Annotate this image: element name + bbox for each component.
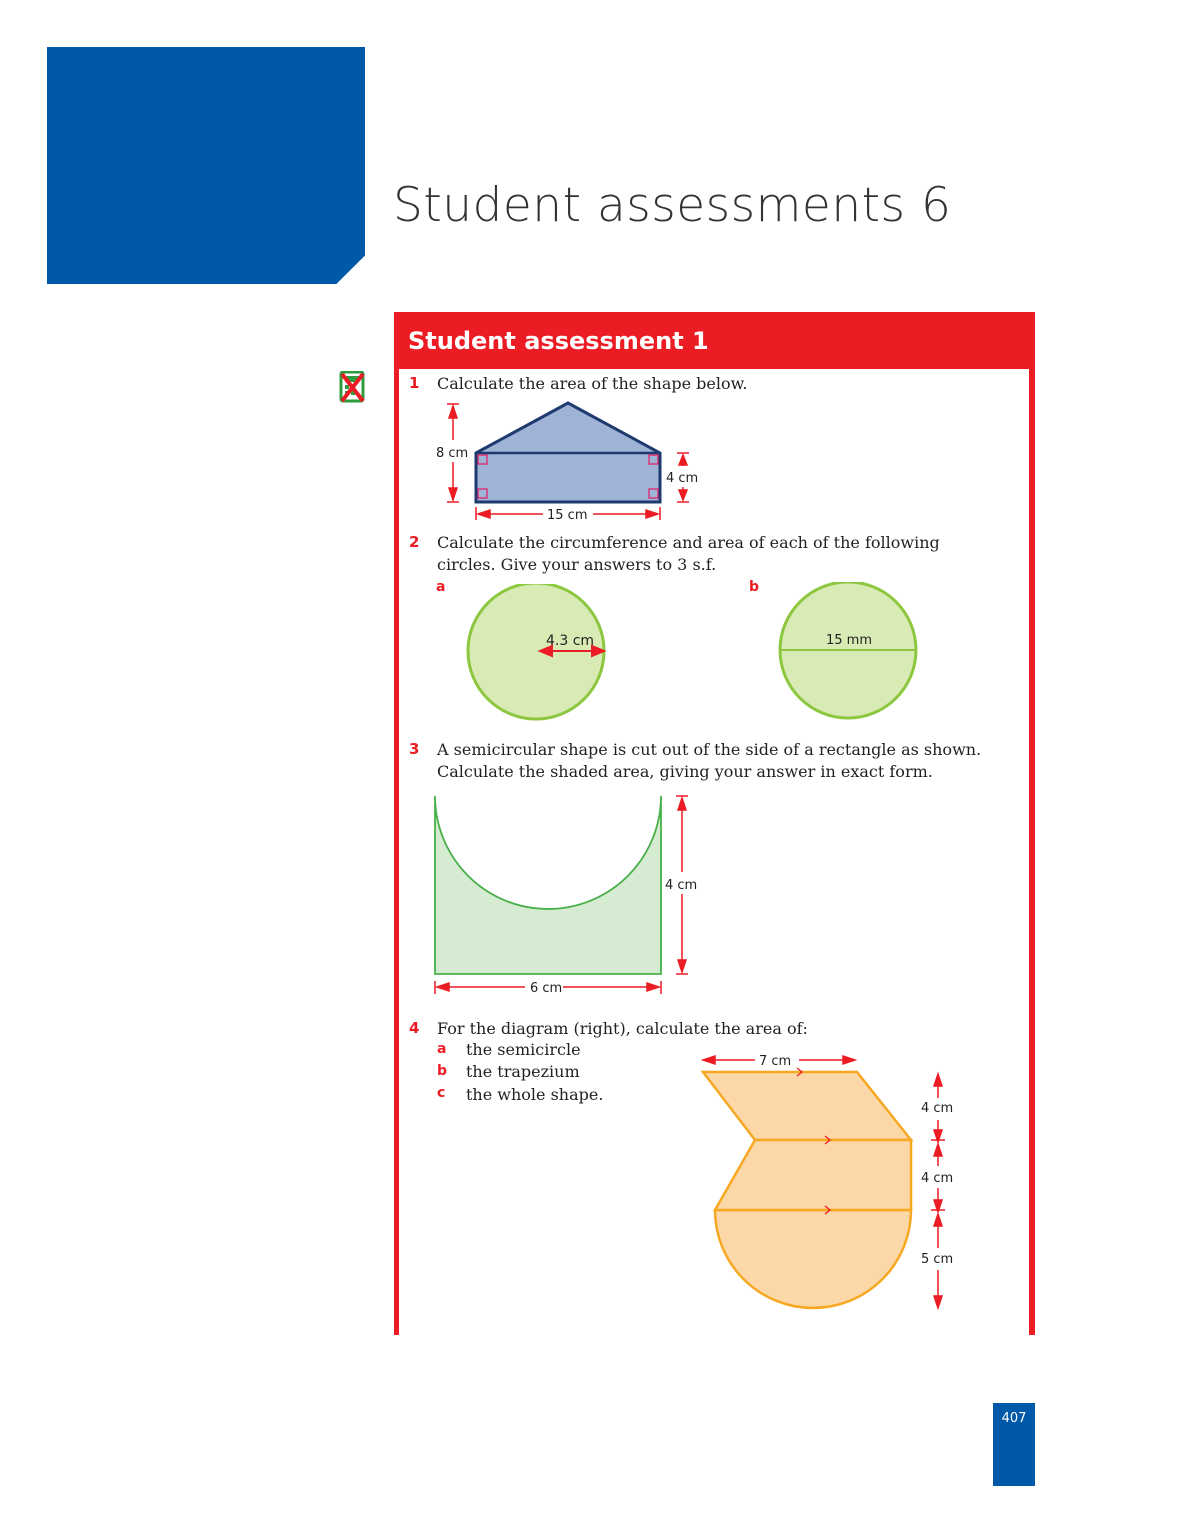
question-2b-label: b [749, 579, 760, 595]
question-4b-text: the trapezium [466, 1062, 580, 1081]
dimension-7cm: 7 cm [759, 1054, 792, 1069]
circle-b-diameter-label: 15 mm [826, 633, 873, 648]
question-4c-label: c [437, 1085, 446, 1101]
question-4a-text: the semicircle [466, 1040, 581, 1059]
question-2-text: Calculate the circumference and area of each of the following circles. Give your answers to 3 s.f. [437, 533, 940, 574]
chapter-title: Student assessments 6 [393, 178, 952, 233]
question-2a-circle [460, 584, 612, 726]
dimension-4cm: 4 cm [666, 471, 699, 486]
page-number: 407 [1001, 1411, 1027, 1426]
question-3-figure [425, 790, 700, 1000]
dimension-15cm: 15 cm [547, 508, 588, 523]
question-1-figure [425, 398, 715, 526]
question-2-number: 2 [409, 533, 420, 551]
dimension-4cm-middle: 4 cm [921, 1171, 954, 1186]
question-1-number: 1 [409, 374, 420, 392]
no-calculator-icon [339, 371, 366, 403]
dimension-5cm: 5 cm [921, 1252, 954, 1267]
dimension-4cm-height: 4 cm [665, 878, 698, 893]
dimension-6cm-width: 6 cm [530, 981, 563, 996]
chapter-tab-block [47, 47, 365, 284]
circle-a-radius-label: 4.3 cm [546, 633, 595, 649]
question-4c-text: the whole shape. [466, 1085, 604, 1104]
question-4a-label: a [437, 1041, 447, 1057]
question-2a-label: a [436, 579, 446, 595]
question-3-number: 3 [409, 740, 420, 758]
assessment-title: Student assessment 1 [408, 327, 709, 355]
question-1-text: Calculate the area of the shape below. [437, 374, 748, 393]
question-4-text: For the diagram (right), calculate the area of: [437, 1019, 808, 1038]
question-3-text: A semicircular shape is cut out of the side of a rectangle as shown. Calculate the shaded area, giving your answer in exact form. [437, 740, 982, 781]
question-4b-label: b [437, 1063, 448, 1079]
page-number-box [993, 1403, 1035, 1486]
question-2b-circle [772, 582, 924, 724]
dimension-4cm-top: 4 cm [921, 1101, 954, 1116]
question-4-figure [695, 1048, 960, 1316]
question-4-number: 4 [409, 1019, 420, 1037]
dimension-8cm: 8 cm [436, 446, 469, 461]
